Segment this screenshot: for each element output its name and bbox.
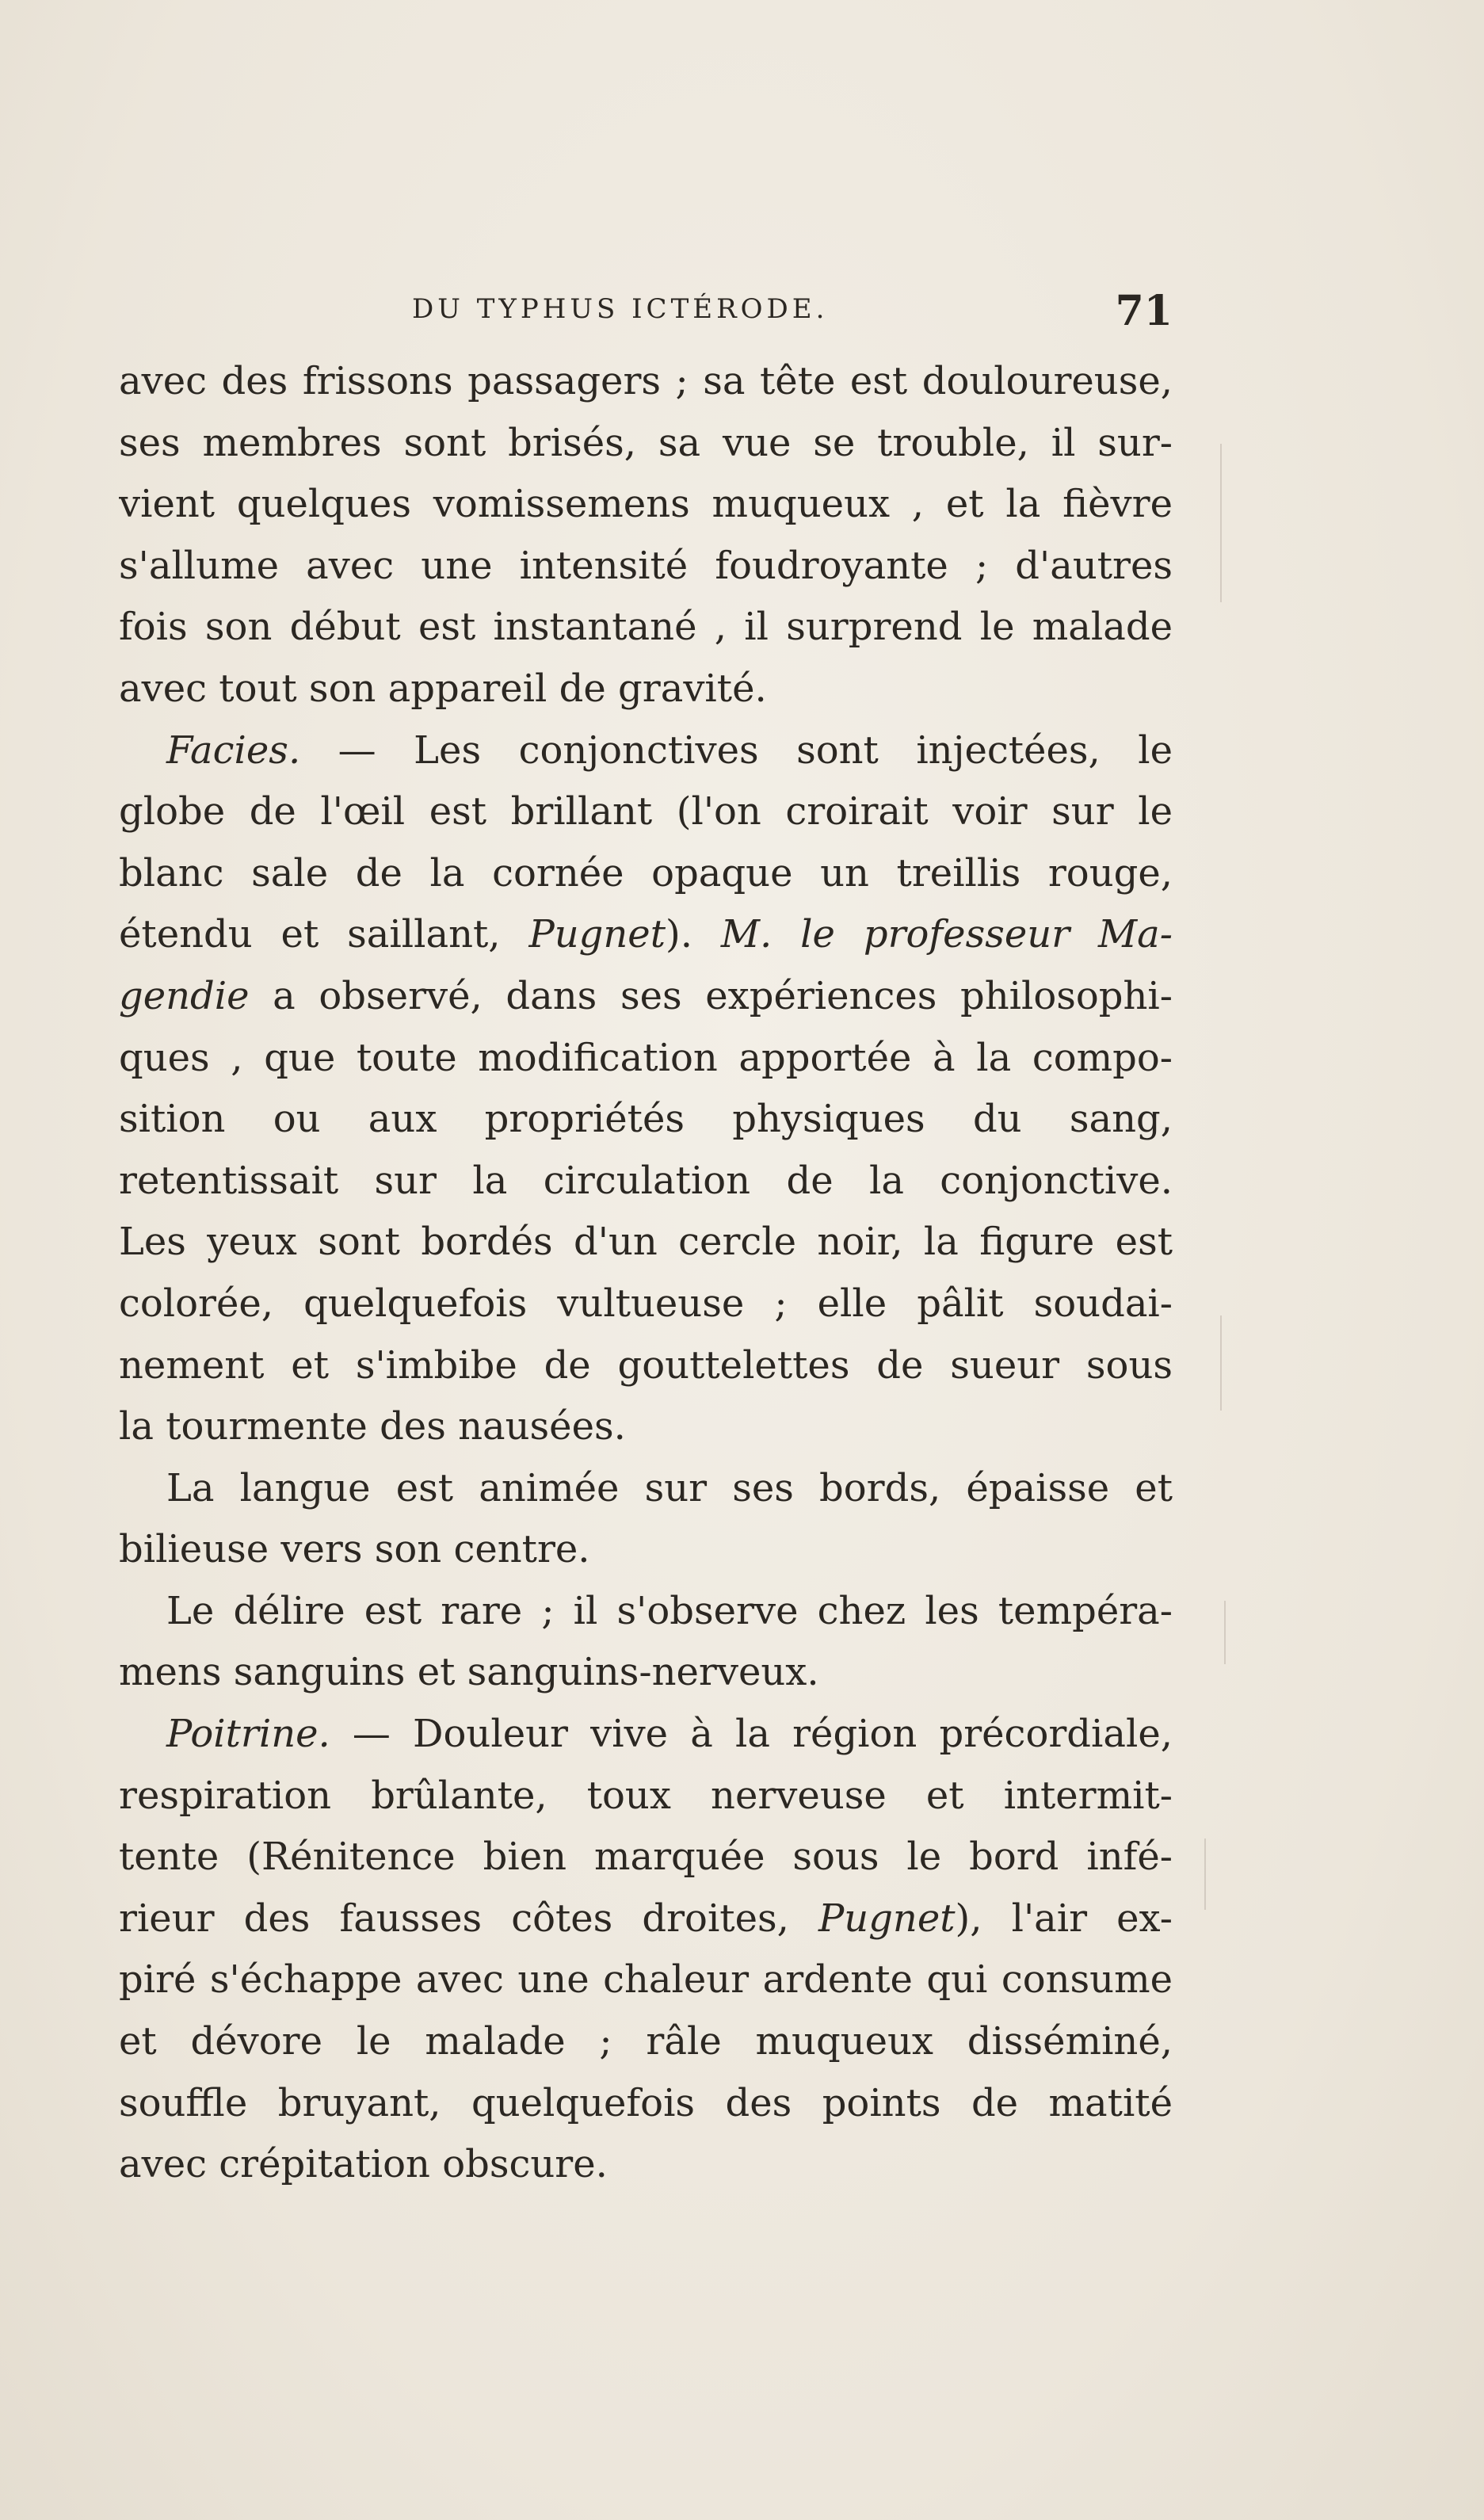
text-line-poitrine-heading: Poitrine. — Douleur vive à la région précordiale, [166,1712,1173,1757]
margin-line-mark [1220,1315,1222,1411]
margin-line-mark [1220,444,1222,602]
text-line: Le délire est rare ; il s'observe chez les tempéra- [166,1588,1173,1633]
text-line: Les yeux sont bordés d'un cercle noir, la figure est [119,1220,1173,1265]
text-line: avec crépitation obscure. [119,2142,608,2187]
text-line-pugnet: étendu et saillant, Pugnet). M. le professeur Ma- [119,912,1173,957]
text-line: vient quelques vomissemens muqueux , et la fièvre [119,482,1173,527]
poitrine-heading: Poitrine. [166,1712,330,1757]
paragraph-facies [119,720,1173,1458]
text-line: La langue est animée sur ses bords, épaisse et [166,1465,1173,1510]
text-line: avec des frissons passagers ; sa tête est douloureuse, [119,359,1173,403]
text-line-pugnet-2: rieur des fausses côtes droites, Pugnet), l'air ex- [119,1896,1173,1941]
citation-gendie: gendie [119,973,250,1018]
text-line: nement et s'imbibe de gouttelettes de sueur sous [119,1342,1173,1388]
paragraph-delire [119,1581,1173,1704]
margin-line-mark [1224,1601,1226,1664]
text-line-facies-heading: Facies. — Les conjonctives sont injectées, le [166,727,1173,773]
text-line: piré s'échappe avec une chaleur ardente qui consume [119,1957,1173,2003]
text-line-magendie: gendie a observé, dans ses expériences philosophi- [119,973,1173,1018]
text-line: globe de l'œil est brillant (l'on croirait voir sur le [119,789,1173,834]
text-line: et dévore le malade ; râle muqueux disséminé, [119,2019,1173,2064]
citation-professeur: M. le professeur Ma- [720,912,1173,957]
text-line: colorée, quelquefois vultueuse ; elle pâlit soudai- [119,1281,1173,1326]
paragraph [119,351,1173,720]
body-text [119,351,1173,2196]
running-title: DU TYPHUS ICTÉRODE. [412,293,829,325]
text-line: respiration brûlante, toux nerveuse et intermit- [119,1773,1173,1818]
text-line: sition ou aux propriétés physiques du sang, [119,1097,1173,1142]
text-line: ses membres sont brisés, sa vue se trouble, il sur- [119,420,1173,465]
text-line: fois son début est instantané , il surprend le malade [119,605,1173,650]
text-line: ques , que toute modification apportée à la compo- [119,1035,1173,1080]
margin-line-mark [1204,1838,1206,1910]
paragraph-poitrine [119,1704,1173,2196]
text-line: souffle bruyant, quelquefois des points de matité [119,2080,1173,2125]
running-head [119,287,1173,342]
facies-heading: Facies. [166,727,301,773]
text-line: bilieuse vers son centre. [119,1527,590,1572]
text-line: mens sanguins et sanguins-nerveux. [119,1650,819,1695]
text-line: tente (Rénitence bien marquée sous le bord infé- [119,1835,1173,1880]
text-line: avec tout son appareil de gravité. [119,666,767,711]
citation-pugnet: Pugnet [818,1896,956,1941]
text-line: s'allume avec une intensité foudroyante ; d'autres [119,543,1173,588]
text-line: la tourmente des nausées. [119,1404,626,1449]
text-line: retentissait sur la circulation de la conjonctive. [119,1158,1173,1203]
citation-pugnet: Pugnet [528,912,666,957]
text-line: blanc sale de la cornée opaque un treillis rouge, [119,850,1173,895]
page-number: 71 [1115,287,1173,335]
paragraph-langue [119,1458,1173,1581]
